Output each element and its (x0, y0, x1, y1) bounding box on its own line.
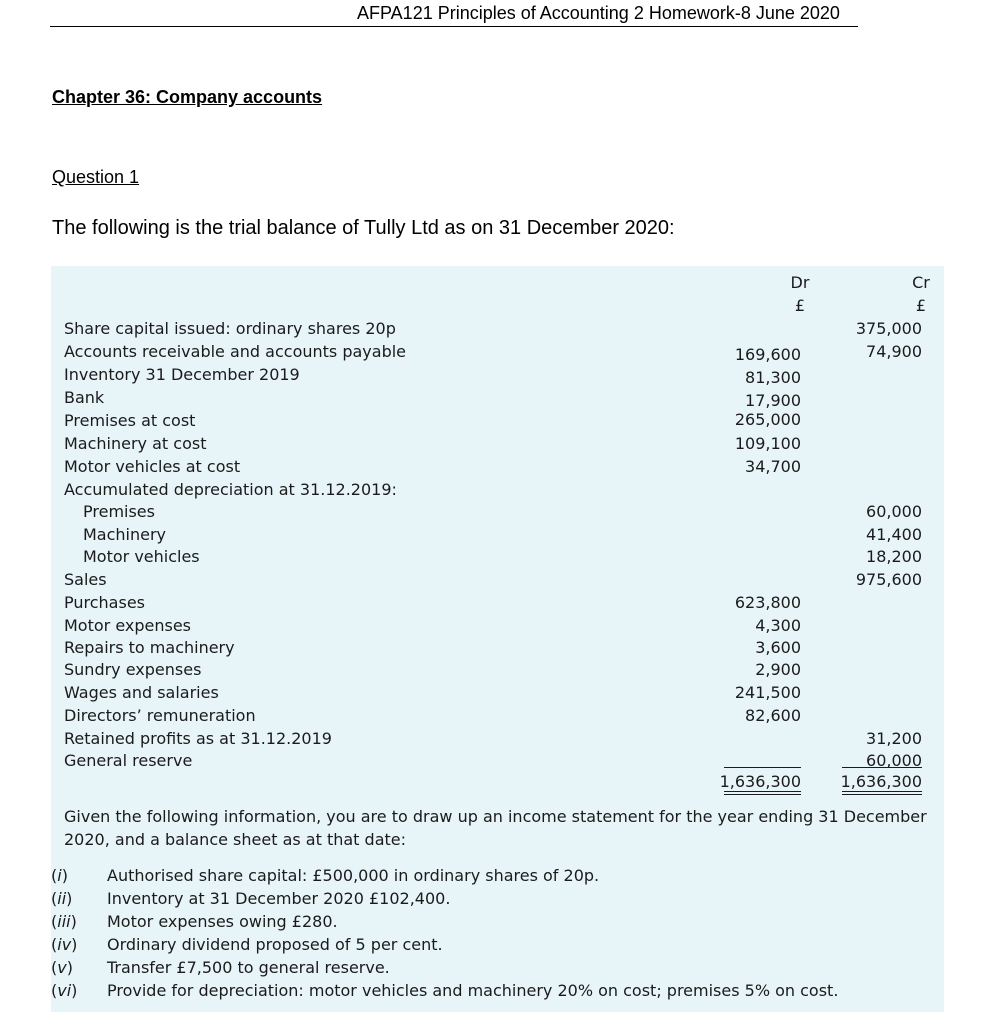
instructions-text: Given the following information, you are to draw up an income statement for the year ending 31 December 2020, and a balance sheet as at that date: (64, 807, 927, 849)
cr-currency: £ (915, 296, 927, 315)
row-label: Bank (64, 388, 105, 407)
table-row (51, 545, 944, 568)
table-row (51, 363, 944, 386)
row-label: Sales (64, 570, 107, 589)
row-dr: 623,800 (734, 593, 801, 612)
item-number: (v) (51, 958, 73, 977)
row-label: Motor vehicles (83, 547, 200, 566)
row-label: Purchases (64, 593, 145, 612)
item-text: Inventory at 31 December 2020 £102,400. (107, 889, 451, 908)
table-row (51, 749, 944, 772)
row-label: Motor vehicles at cost (64, 457, 241, 476)
totals-row (51, 770, 944, 793)
row-label: General reserve (64, 751, 193, 770)
item-number: (ii) (51, 889, 73, 908)
row-dr: 81,300 (745, 368, 801, 387)
table-row (51, 591, 944, 614)
row-label: Machinery (83, 525, 167, 544)
row-dr: 241,500 (734, 683, 801, 702)
row-label: Machinery at cost (64, 434, 207, 453)
item-number: (iv) (51, 935, 78, 954)
row-label: Retained profits as at 31.12.2019 (64, 729, 332, 748)
dr-currency: £ (794, 296, 806, 315)
row-label: Premises at cost (64, 411, 196, 430)
row-dr: 34,700 (745, 457, 801, 476)
row-cr: 60,000 (866, 751, 922, 770)
row-cr: 975,600 (855, 570, 922, 589)
row-dr: 3,600 (755, 638, 801, 657)
table-row (51, 409, 944, 432)
row-dr: 82,600 (745, 706, 801, 725)
table-row (51, 386, 944, 409)
row-label: Sundry expenses (64, 660, 202, 679)
row-dr: 265,000 (734, 410, 801, 429)
table-row (51, 432, 944, 455)
item-text: Ordinary dividend proposed of 5 per cent. (107, 935, 443, 954)
currency-header-row (51, 294, 944, 317)
row-label: Accounts receivable and accounts payable (64, 342, 407, 361)
table-row (51, 727, 944, 750)
item-text: Provide for depreciation: motor vehicles and machinery 20% on cost; premises 5% on cost. (107, 981, 839, 1000)
row-cr: 375,000 (855, 319, 922, 338)
item-number: (i) (51, 866, 68, 885)
table-row (51, 478, 944, 501)
row-cr: 74,900 (866, 342, 922, 361)
item-text: Motor expenses owing £280. (107, 912, 338, 931)
question-intro: The following is the trial balance of Tully Ltd as on 31 December 2020: (52, 217, 675, 239)
row-dr: 109,100 (734, 434, 801, 453)
item-number: (iii) (51, 912, 77, 931)
total-cr: 1,636,300 (840, 772, 922, 791)
row-label: Motor expenses (64, 616, 192, 635)
table-row (51, 658, 944, 681)
table-row (51, 636, 944, 659)
page-header-title: AFPA121 Principles of Accounting 2 Homework-8 June 2020 (357, 3, 840, 23)
row-dr: 2,900 (755, 660, 801, 679)
row-dr: 17,900 (745, 391, 801, 410)
dr-header: Dr (790, 273, 810, 292)
header-rule (50, 26, 858, 27)
row-dr: 4,300 (755, 616, 801, 635)
chapter-title: Chapter 36: Company accounts (52, 87, 323, 107)
cr-total-rule (842, 767, 922, 768)
row-label: Directors’ remuneration (64, 706, 256, 725)
dr-total-double-rule (724, 791, 801, 795)
table-row (51, 500, 944, 523)
question-label: Question 1 (52, 167, 140, 187)
cr-total-double-rule (842, 791, 922, 795)
trial-balance-panel (51, 266, 944, 1012)
cr-header: Cr (912, 273, 930, 292)
row-label: Repairs to machinery (64, 638, 235, 657)
row-cr: 60,000 (866, 502, 922, 521)
table-row (51, 681, 944, 704)
table-row (51, 340, 944, 363)
item-number: (vi) (51, 981, 78, 1000)
row-label: Inventory 31 December 2019 (64, 365, 300, 384)
row-label: Wages and salaries (64, 683, 219, 702)
row-dr: 169,600 (734, 345, 801, 364)
row-label: Accumulated depreciation at 31.12.2019: (64, 480, 397, 499)
row-cr: 31,200 (866, 729, 922, 748)
row-cr: 41,400 (866, 525, 922, 544)
column-header-row (51, 271, 944, 294)
table-row (51, 455, 944, 478)
row-label: Share capital issued: ordinary shares 20p (64, 319, 396, 338)
row-label: Premises (83, 502, 155, 521)
total-dr: 1,636,300 (719, 772, 801, 791)
item-text: Authorised share capital: £500,000 in ordinary shares of 20p. (107, 866, 600, 885)
item-text: Transfer £7,500 to general reserve. (107, 958, 390, 977)
dr-total-rule (724, 767, 801, 768)
table-row (51, 523, 944, 546)
table-row (51, 614, 944, 637)
table-row (51, 317, 944, 340)
row-cr: 18,200 (866, 547, 922, 566)
table-row (51, 568, 944, 591)
table-row (51, 704, 944, 727)
